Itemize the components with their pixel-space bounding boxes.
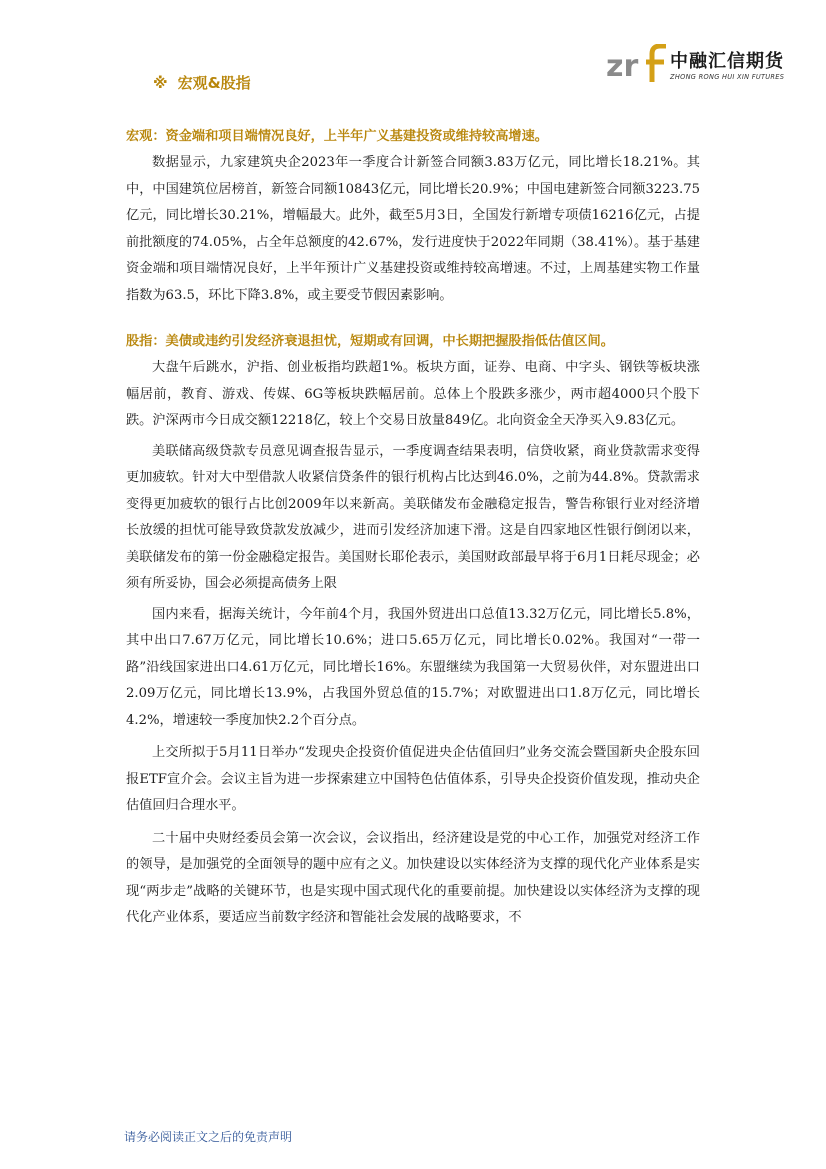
svg-text:zr: zr: [606, 49, 639, 84]
disclaimer-link[interactable]: 请务必阅读正文之后的免责声明: [124, 1130, 293, 1144]
company-logo: [606, 44, 792, 84]
section-spacer: [126, 309, 700, 329]
zrf-logo-mark-icon: [606, 44, 670, 84]
index-paragraph-sse: 上交所拟于5月11日举办“发现央企投资价值促进央企估值回归”业务交流会暨国新央企股东回报ETF宣介会。会议主旨为进一步探索建立中国特色估值体系，引导央企投资价值发现，推动央企估值回归合理水平。: [126, 745, 700, 813]
index-paragraph-policy: 二十届中央财经委员会第一次会议，会议指出，经济建设是党的中心工作，加强党对经济工作的领导，是加强党的全面领导的题中应有之义。加快建设以实体经济为支撑的现代化产业体系是实现“两步走”战略的关键环节，也是实现中国式现代化的重要前提。加快建设以实体经济为支撑的现代化产业体系，要适应当前数字经济和智能社会发展的战略要求，不: [126, 830, 700, 925]
logo-english-name: ZHONG RONG HUI XIN FUTURES: [670, 73, 785, 81]
macro-paragraph: 数据显示，九家建筑央企2023年一季度合计新签合同额3.83万亿元，同比增长18.21%。其中，中国建筑位居榜首，新签合同额10843亿元，同比增长20.9%；中国电建新签合同额3223.75亿元，同比增长30.21%，增幅最大。此外，截至5月3日，全国发行新增专项债16216亿元，占提前批额度的74.05%，占全年总额度的42.67%，发行进度快于2022年同期（38.41%）。基于基建资金端和项目端情况良好，上半年预计广义基建投资或维持较高增速。不过，上周基建实物工作量指数为63.5，环比下降3.8%，或主要受节假因素影响。: [126, 155, 700, 303]
section-title-text: 宏观&股指: [177, 74, 251, 92]
reference-mark-icon: ※: [153, 74, 168, 92]
report-body: [126, 124, 700, 932]
index-paragraph-trade: 国内来看，据海关统计，今年前4个月，我国外贸进出口总值13.32万亿元，同比增长5.8%，其中出口7.67万亿元，同比增长10.6%；进口5.65万亿元，同比增长0.02%。我国对“一带一路”沿线国家进出口4.61万亿元，同比增长16%。东盟继续为我国第一大贸易伙伴，对东盟进出口2.09万亿元，同比增长13.9%，占我国外贸总值的15.7%；对欧盟进出口1.8万亿元，同比增长4.2%，增速较一季度加快2.2个百分点。: [126, 606, 700, 728]
section-title: [153, 72, 251, 93]
logo-chinese-name: 中融汇信期货: [670, 51, 784, 72]
index-paragraph-fed: 美联储高级贷款专员意见调查报告显示，一季度调查结果表明，信贷收紧，商业贷款需求变得更加疲软。针对大中型借款人收紧信贷条件的银行机构占比达到46.0%，之前为44.8%。贷款需求变得更加疲软的银行占比创2009年以来新高。美联储发布金融稳定报告，警告称银行业对经济增长放缓的担忧可能导致贷款发放减少，进而引发经济加速下滑。这是自四家地区性银行倒闭以来，美联储发布的第一份金融稳定报告。美国财长耶伦表示，美国财政部最早将于6月1日耗尽现金；必须有所妥协，国会必须提高债务上限: [126, 443, 700, 591]
index-heading: 股指：美债或违约引发经济衰退担忧，短期或有回调，中长期把握股指低估值区间。: [126, 334, 614, 349]
macro-heading: 宏观：资金端和项目端情况良好，上半年广义基建投资或维持较高增速。: [126, 129, 548, 144]
index-paragraph-market: 大盘午后跳水，沪指、创业板指均跌超1%。板块方面，证券、电商、中字头、钢铁等板块涨幅居前，教育、游戏、传媒、6G等板块跌幅居前。总体上个股跌多涨少，两市超4000只个股下跌。沪深两市今日成交额12218亿，较上个交易日放量849亿。北向资金全天净买入9.83亿元。: [126, 360, 700, 428]
